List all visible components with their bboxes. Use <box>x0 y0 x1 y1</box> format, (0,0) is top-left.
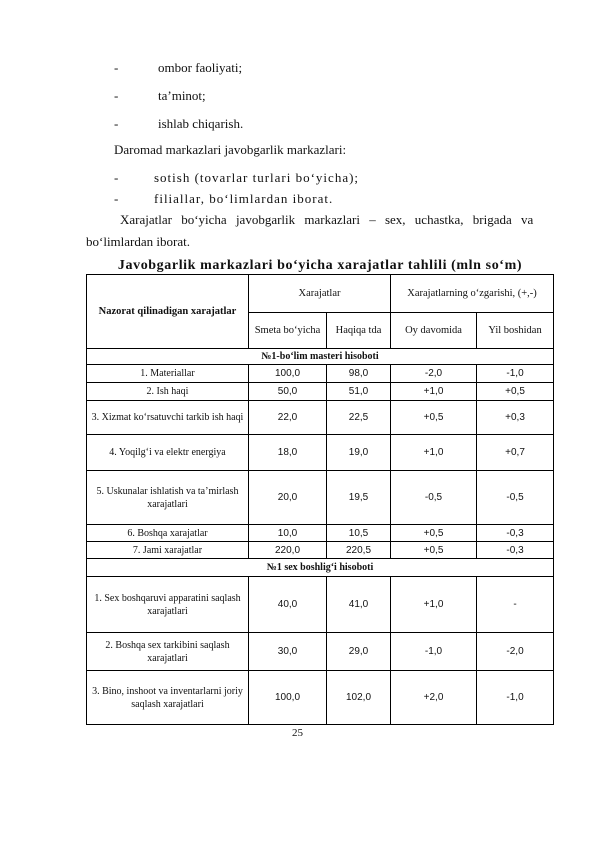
estimate-value: 20,0 <box>249 471 327 525</box>
year-change: -1,0 <box>477 671 554 725</box>
row-name: 1. Materiallar <box>87 365 249 383</box>
year-change: -2,0 <box>477 633 554 671</box>
month-change: +1,0 <box>391 577 477 633</box>
table-row <box>87 471 554 525</box>
year-change: -1,0 <box>477 365 554 383</box>
month-change: +0,5 <box>391 542 477 559</box>
row-name: 2. Boshqa sex tarkibini saqlash xarajatlari <box>87 633 249 671</box>
month-change: -2,0 <box>391 365 477 383</box>
header-year: Yil boshidan <box>477 313 554 349</box>
estimate-value: 220,0 <box>249 542 327 559</box>
month-change: +1,0 <box>391 383 477 401</box>
row-name: 4. Yoqilg‘i va elektr energiya <box>87 435 249 471</box>
year-change: - <box>477 577 554 633</box>
table-row <box>87 365 554 383</box>
year-change: -0,3 <box>477 542 554 559</box>
bullet-text: sotish (tovarlar turlari bo‘yicha); <box>154 170 360 185</box>
table-row <box>87 435 554 471</box>
actual-value: 29,0 <box>327 633 391 671</box>
cost-analysis-table <box>86 274 554 725</box>
header-controlled-costs: Nazorat qilinadigan xarajatlar <box>87 275 249 349</box>
header-estimate: Smeta bo‘yicha <box>249 313 327 349</box>
estimate-value: 100,0 <box>249 671 327 725</box>
month-change: -0,5 <box>391 471 477 525</box>
header-actual: Haqiqa tda <box>327 313 391 349</box>
bullet-text: ombor faoliyati; <box>158 60 243 75</box>
month-change: -1,0 <box>391 633 477 671</box>
year-change: +0,5 <box>477 383 554 401</box>
bullet-text: ishlab chiqarish. <box>158 116 244 131</box>
row-name: 6. Boshqa xarajatlar <box>87 525 249 542</box>
header-costs: Xarajatlar <box>249 275 391 313</box>
month-change: +0,5 <box>391 401 477 435</box>
bullet-dash: - <box>114 170 119 185</box>
bullet-text: filiallar, bo‘limlardan iborat. <box>154 191 334 206</box>
estimate-value: 10,0 <box>249 525 327 542</box>
year-change: +0,3 <box>477 401 554 435</box>
actual-value: 102,0 <box>327 671 391 725</box>
estimate-value: 50,0 <box>249 383 327 401</box>
row-name: 2. Ish haqi <box>87 383 249 401</box>
income-heading: Daromad markazlari javobgarlik markazlari: <box>114 142 347 157</box>
actual-value: 41,0 <box>327 577 391 633</box>
estimate-value: 22,0 <box>249 401 327 435</box>
row-name: 5. Uskunalar ishlatish va ta’mirlash xarajatlari <box>87 471 249 525</box>
year-change: +0,7 <box>477 435 554 471</box>
estimate-value: 100,0 <box>249 365 327 383</box>
paragraph-line-2: bo‘limlardan iborat. <box>86 234 190 249</box>
actual-value: 22,5 <box>327 401 391 435</box>
estimate-value: 40,0 <box>249 577 327 633</box>
month-change: +2,0 <box>391 671 477 725</box>
actual-value: 98,0 <box>327 365 391 383</box>
header-month: Oy davomida <box>391 313 477 349</box>
table-row <box>87 577 554 633</box>
bullet-dash: - <box>114 88 119 103</box>
estimate-value: 30,0 <box>249 633 327 671</box>
estimate-value: 18,0 <box>249 435 327 471</box>
section-title-2: №1 sex boshlig‘i hisoboti <box>87 559 554 577</box>
page-number: 25 <box>292 727 303 739</box>
section-title-1: №1-bo‘lim masteri hisoboti <box>87 349 554 365</box>
actual-value: 10,5 <box>327 525 391 542</box>
month-change: +0,5 <box>391 525 477 542</box>
bullet-dash: - <box>114 191 119 206</box>
row-name: 1. Sex boshqaruvi apparatini saqlash xarajatlari <box>87 577 249 633</box>
row-name: 3. Bino, inshoot va inventarlarni joriy saqlash xarajatlari <box>87 671 249 725</box>
paragraph-line-1: Xarajatlar bo‘yicha javobgarlik markazlari – sex, uchastka, brigada va <box>120 212 534 227</box>
table-row <box>87 633 554 671</box>
bullet-text: ta’minot; <box>158 88 206 103</box>
table-row <box>87 542 554 559</box>
actual-value: 19,0 <box>327 435 391 471</box>
row-name: 3. Xizmat ko‘rsatuvchi tarkib ish haqi <box>87 401 249 435</box>
table-row <box>87 401 554 435</box>
table-title: Javobgarlik markazlari bo‘yicha xarajatlar tahlili (mln so‘m) <box>117 258 523 273</box>
table-row <box>87 525 554 542</box>
actual-value: 19,5 <box>327 471 391 525</box>
header-cost-change: Xarajatlarning o‘zgarishi, (+,-) <box>391 275 554 313</box>
actual-value: 220,5 <box>327 542 391 559</box>
table-row <box>87 671 554 725</box>
month-change: +1,0 <box>391 435 477 471</box>
row-name: 7. Jami xarajatlar <box>87 542 249 559</box>
year-change: -0,5 <box>477 471 554 525</box>
bullet-dash: - <box>114 116 119 131</box>
year-change: -0,3 <box>477 525 554 542</box>
actual-value: 51,0 <box>327 383 391 401</box>
table-row <box>87 383 554 401</box>
bullet-dash: - <box>114 60 119 75</box>
